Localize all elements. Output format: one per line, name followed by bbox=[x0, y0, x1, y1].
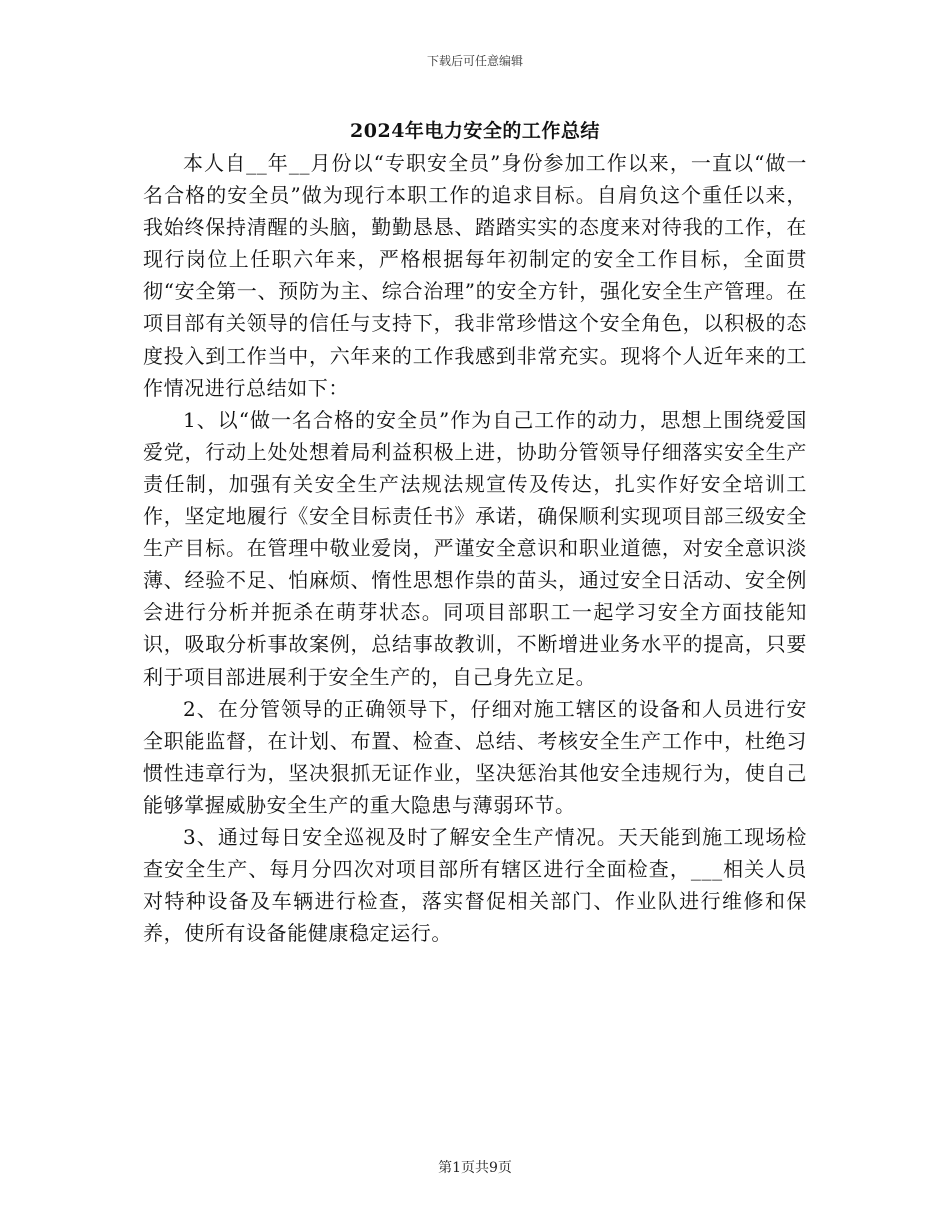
body-paragraph-1: 1、以“做一名合格的安全员”作为自己工作的动力，思想上围绕爱国爱党，行动上处处想着局利益积极上进，协助分管领导仔细落实安全生产责任制，加强有关安全生产法规法规宣传及传达，扎实作好安全培训工作，坚定地履行《安全目标责任书》承诺，确保顺利实现项目部三级安全生产目标。在管理中敬业爱岗，严谨安全意识和职业道德，对安全意识淡薄、经验不足、怕麻烦、惰性思想作祟的苗头，通过安全日活动、安全例会进行分析并扼杀在萌芽状态。同项目部职工一起学习安全方面技能知识，吸取分析事故案例，总结事故教训，不断增进业务水平的提高，只要利于项目部进展利于安全生产的，自己身先立足。 bbox=[143, 407, 807, 689]
page-header-note: 下载后可任意编辑 bbox=[426, 54, 523, 68]
body-paragraph-3: 3、通过每日安全巡视及时了解安全生产情况。天天能到施工现场检查安全生产、每月分四次对项目部所有辖区进行全面检查，___相关人员对特种设备及车辆进行检查，落实督促相关部门、作业队进行维修和保养，使所有设备能健康稳定运行。 bbox=[143, 824, 807, 946]
page-number-footer: 第1页共9页 bbox=[438, 1160, 512, 1176]
body-paragraph-intro: 本人自__年__月份以“专职安全员”身份参加工作以来，一直以“做一名合格的安全员”做为现行本职工作的追求目标。自肩负这个重任以来，我始终保持清醒的头脑，勤勤恳恳、踏踏实实的态度来对待我的工作，在现行岗位上任职六年来，严格根据每年初制定的安全工作目标，全面贯彻“安全第一、预防为主、综合治理”的安全方针，强化安全生产管理。在项目部有关领导的信任与支持下，我非常珍惜这个安全角色，以积极的态度投入到工作当中，六年来的工作我感到非常充实。现将个人近年来的工作情况进行总结如下： bbox=[143, 151, 807, 400]
document-title: 2024年电力安全的工作总结 bbox=[350, 120, 600, 142]
document-body bbox=[143, 147, 807, 949]
body-paragraph-2: 2、在分管领导的正确领导下，仔细对施工辖区的设备和人员进行安全职能监督，在计划、布置、检查、总结、考核安全生产工作中，杜绝习惯性违章行为，坚决狠抓无证作业，坚决惩治其他安全违规行为，使自己能够掌握威胁安全生产的重大隐患与薄弱环节。 bbox=[143, 696, 807, 817]
